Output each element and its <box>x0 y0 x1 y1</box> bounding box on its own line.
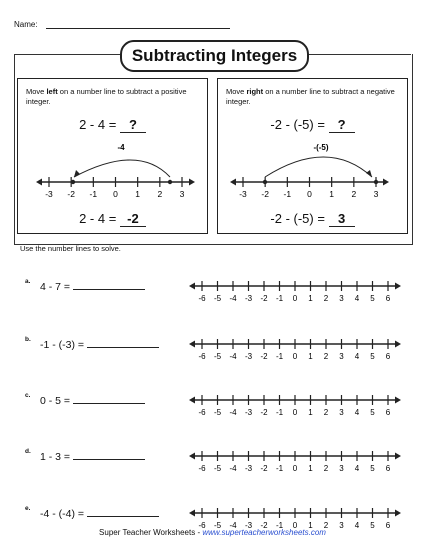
tick-label: -2 <box>261 189 269 199</box>
tick-label: 2 <box>351 189 357 199</box>
arrow-right-icon <box>395 397 401 404</box>
tick-label: -6 <box>198 464 206 473</box>
tick-label: -3 <box>244 352 253 361</box>
tick-label: 0 <box>113 189 118 199</box>
tick-label: 0 <box>307 189 312 199</box>
tick-label: -3 <box>45 189 53 199</box>
tick-label: 2 <box>323 464 329 473</box>
tick-label: 0 <box>292 294 298 303</box>
tick-label: -6 <box>198 408 206 417</box>
number-line <box>183 334 405 368</box>
tick-label: 3 <box>339 464 344 473</box>
answer-blank[interactable] <box>73 450 145 460</box>
tick-label: -1 <box>275 408 284 417</box>
footer: Super Teacher Worksheets - www.superteacherworksheets.com <box>99 528 326 537</box>
arc-label: -4 <box>117 143 125 152</box>
arrow-right-icon <box>395 510 401 517</box>
tick-label: 1 <box>308 521 313 530</box>
arrow-right-icon <box>395 283 401 290</box>
answer-blank[interactable] <box>87 507 159 517</box>
arrow-left-icon <box>36 179 42 186</box>
tick-label: -4 <box>229 408 237 417</box>
example-number-line <box>18 137 209 203</box>
tick-label: -5 <box>213 294 222 303</box>
tick-label: -2 <box>67 189 75 199</box>
problem-letter: b. <box>25 336 31 343</box>
tick-label: 0 <box>292 352 298 361</box>
problem-expression: 1 - 3 = <box>40 450 145 463</box>
tick-label: 2 <box>323 352 329 361</box>
example-question: -2 - (-5) = ? <box>218 117 407 133</box>
answer-blank[interactable] <box>73 394 145 404</box>
problem-letter: c. <box>25 392 31 399</box>
tick-label: 3 <box>339 521 344 530</box>
tick-label: -2 <box>260 408 268 417</box>
tick-label: 3 <box>179 189 185 199</box>
name-field[interactable] <box>46 28 230 29</box>
problem-letter: e. <box>25 505 31 512</box>
tick-label: 4 <box>354 521 360 530</box>
tick-label: -6 <box>198 294 206 303</box>
page-title: Subtracting Integers <box>120 40 309 72</box>
tick-label: 4 <box>354 464 360 473</box>
tick-label: 3 <box>373 189 379 199</box>
tick-label: -3 <box>244 408 253 417</box>
tick-label: -1 <box>275 294 284 303</box>
tick-label: -6 <box>198 521 206 530</box>
tick-label: 3 <box>339 294 344 303</box>
arrow-left-icon <box>189 453 195 460</box>
arrow-left-icon <box>189 397 195 404</box>
tick-label: -5 <box>213 521 222 530</box>
problem-expression: -4 - (-4) = <box>40 507 159 520</box>
tick-label: 5 <box>370 464 375 473</box>
arrow-right-icon <box>189 179 195 186</box>
number-line <box>183 446 405 480</box>
tick-label: 5 <box>370 352 375 361</box>
tick-label: -3 <box>244 294 253 303</box>
arrow-left-icon <box>189 283 195 290</box>
problem-letter: a. <box>25 278 31 285</box>
directions: Use the number lines to solve. <box>20 244 121 253</box>
tick-label: 5 <box>370 521 375 530</box>
problem-letter: d. <box>25 448 31 455</box>
tick-label: 4 <box>354 408 360 417</box>
tick-label: -2 <box>260 521 268 530</box>
problem-expression: 4 - 7 = <box>40 280 145 293</box>
tick-label: 6 <box>385 464 391 473</box>
tick-label: -5 <box>213 352 222 361</box>
number-line <box>183 390 405 424</box>
tick-label: -4 <box>229 352 237 361</box>
tick-label: -3 <box>239 189 247 199</box>
example-answer: 2 - 4 = -2 <box>18 211 207 227</box>
tick-label: 2 <box>323 294 329 303</box>
tick-label: 5 <box>370 408 375 417</box>
tick-label: -5 <box>213 408 222 417</box>
name-label: Name: <box>14 20 38 29</box>
example-number-line <box>218 137 409 203</box>
tick-label: 6 <box>385 352 391 361</box>
problem-expression: -1 - (-3) = <box>40 338 159 351</box>
tick-label: -6 <box>198 352 206 361</box>
tick-label: 3 <box>339 352 344 361</box>
tick-label: -5 <box>213 464 222 473</box>
tick-label: 6 <box>385 294 391 303</box>
number-line <box>183 276 405 310</box>
problem-expression: 0 - 5 = <box>40 394 145 407</box>
answer-blank[interactable] <box>87 338 159 348</box>
arc-label: -(-5) <box>313 143 329 152</box>
answer-blank[interactable] <box>73 280 145 290</box>
arrow-left-icon <box>189 341 195 348</box>
tick-label: -4 <box>229 294 237 303</box>
tick-label: -2 <box>260 464 268 473</box>
arrow-right-icon <box>395 341 401 348</box>
tick-label: 1 <box>308 294 313 303</box>
tick-label: 1 <box>329 189 335 199</box>
example-instruction: Move right on a number line to subtract a negative integer. <box>226 87 395 106</box>
tick-label: -4 <box>229 464 237 473</box>
tick-label: 1 <box>308 408 313 417</box>
footer-link[interactable]: www.superteacherworksheets.com <box>202 528 326 537</box>
tick-label: 1 <box>308 352 313 361</box>
tick-label: -1 <box>283 189 292 199</box>
tick-label: 1 <box>308 464 313 473</box>
tick-label: 0 <box>292 408 298 417</box>
tick-label: 0 <box>292 464 298 473</box>
example-instruction: Move left on a number line to subtract a positive integer. <box>26 87 187 106</box>
tick-label: 5 <box>370 294 375 303</box>
tick-label: -1 <box>275 464 284 473</box>
tick-label: 3 <box>339 408 344 417</box>
example-question: 2 - 4 = ? <box>18 117 207 133</box>
tick-label: -2 <box>260 294 268 303</box>
example-box-right <box>217 78 408 234</box>
tick-label: 6 <box>385 408 391 417</box>
tick-label: 2 <box>157 189 163 199</box>
arrow-right-icon <box>395 453 401 460</box>
tick-label: -3 <box>244 464 253 473</box>
tick-label: -4 <box>229 521 237 530</box>
example-answer: -2 - (-5) = 3 <box>218 211 407 227</box>
tick-label: -1 <box>275 521 284 530</box>
arrow-right-icon <box>383 179 389 186</box>
tick-label: -3 <box>244 521 253 530</box>
tick-label: 0 <box>292 521 298 530</box>
arrow-left-icon <box>230 179 236 186</box>
tick-label: 4 <box>354 294 360 303</box>
tick-label: 1 <box>135 189 141 199</box>
tick-label: -1 <box>89 189 98 199</box>
tick-label: 2 <box>323 521 329 530</box>
tick-label: -2 <box>260 352 268 361</box>
tick-label: -1 <box>275 352 284 361</box>
example-box-left <box>17 78 208 234</box>
arrow-left-icon <box>189 510 195 517</box>
tick-label: 4 <box>354 352 360 361</box>
tick-label: 6 <box>385 521 391 530</box>
tick-label: 2 <box>323 408 329 417</box>
